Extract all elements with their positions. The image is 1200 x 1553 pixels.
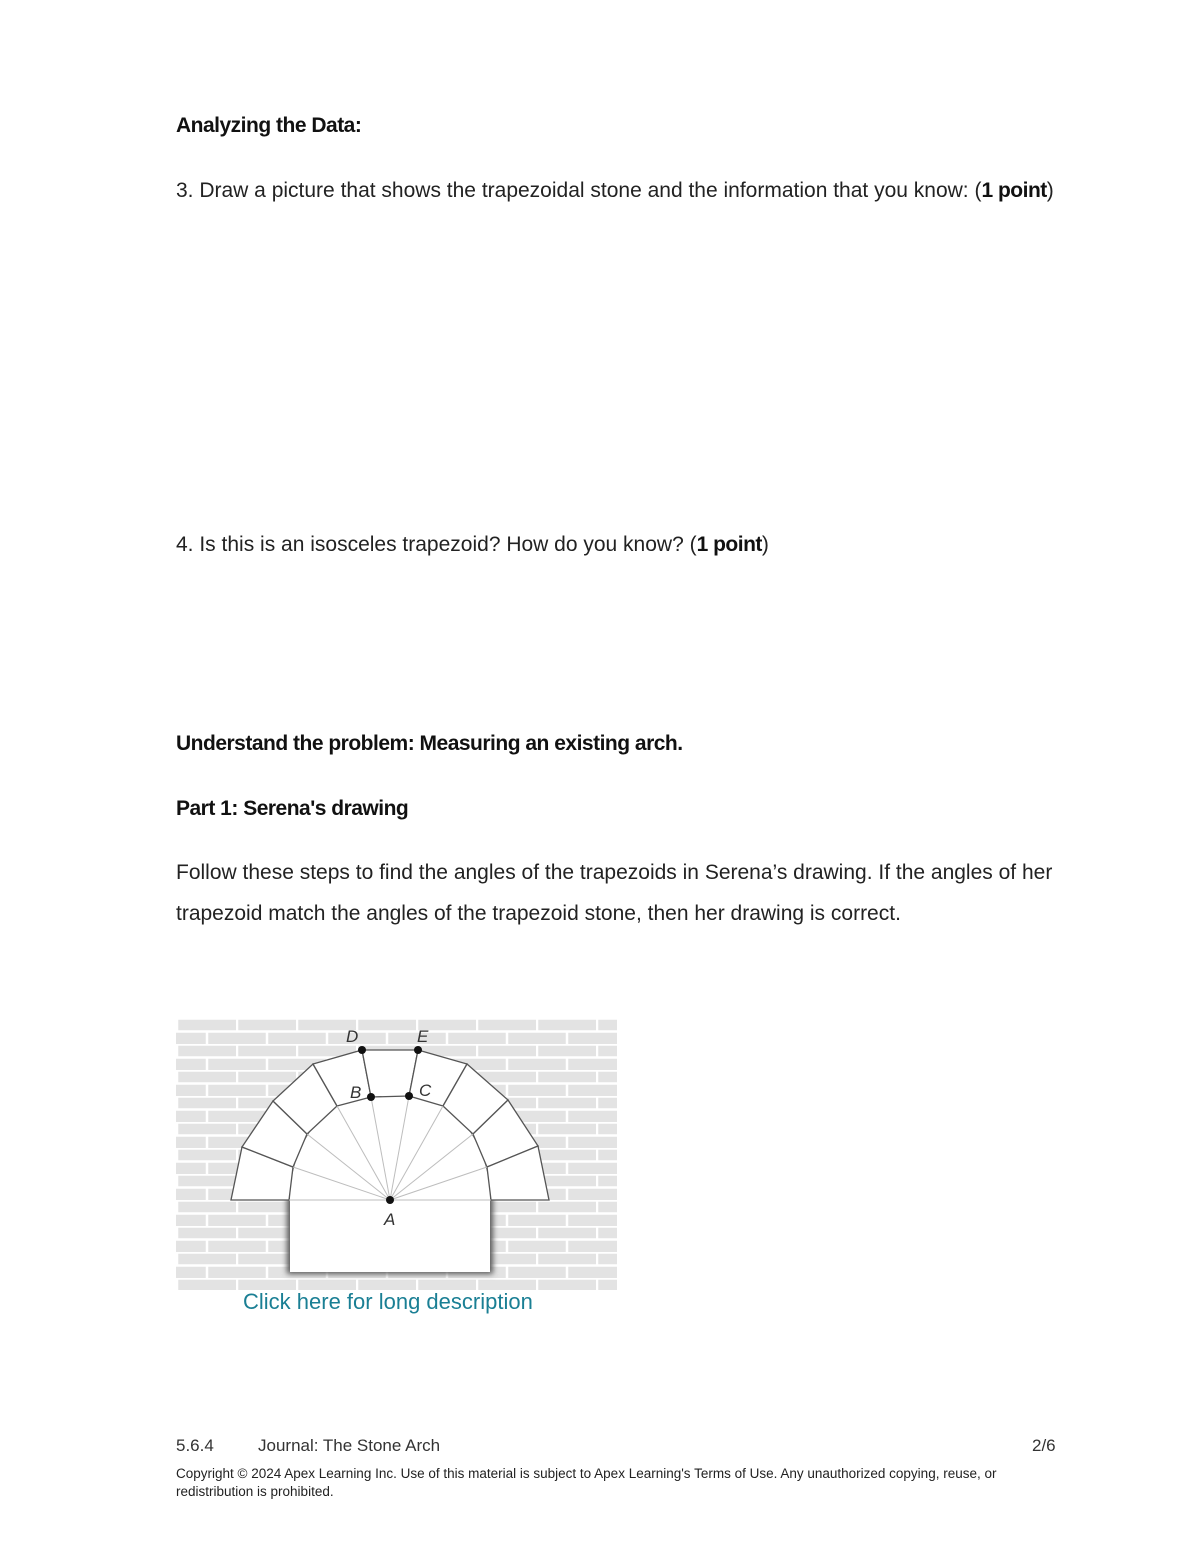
point-E	[414, 1046, 422, 1054]
label-C: C	[419, 1081, 432, 1100]
question-3-text: 3. Draw a picture that shows the trapezoidal stone and the information that you know: (	[176, 179, 982, 202]
section-heading-analyzing: Analyzing the Data:	[176, 114, 362, 137]
question-3	[176, 170, 1056, 211]
label-B: B	[350, 1083, 362, 1102]
instructions-paragraph: Follow these steps to find the angles of the trapezoids in Serena’s drawing. If the angles of her trapezoid match the angles of the trapezoid stone, then her drawing is correct.	[176, 861, 1053, 925]
section-heading-understand: Understand the problem: Measuring an existing arch.	[176, 732, 683, 755]
point-C	[405, 1092, 413, 1100]
point-B	[367, 1093, 375, 1101]
label-E: E	[417, 1027, 429, 1046]
footer-page-number: 2/6	[1032, 1436, 1056, 1455]
question-3-close: )	[1046, 179, 1054, 202]
footer-lesson-title: Journal: The Stone Arch	[258, 1436, 441, 1455]
stone-arch-figure	[176, 1018, 617, 1290]
footer-lesson-code: 5.6.4	[176, 1436, 214, 1455]
point-A	[386, 1196, 394, 1204]
label-A: A	[384, 1210, 396, 1229]
point-D	[358, 1046, 366, 1054]
question-4-close: )	[761, 533, 769, 556]
question-4-points: 1 point	[696, 533, 762, 556]
question-4	[176, 524, 1056, 565]
question-3-points: 1 point	[981, 179, 1047, 202]
footer-copyright: Copyright © 2024 Apex Learning Inc. Use of this material is subject to Apex Learning's Terms of Use. Any unauthorized copying, reuse, or redistribution is prohibited.	[176, 1466, 997, 1499]
label-D: D	[346, 1027, 359, 1046]
long-description-link[interactable]: Click here for long description	[243, 1289, 533, 1314]
section-heading-part1: Part 1: Serena's drawing	[176, 797, 409, 820]
question-4-text: 4. Is this is an isosceles trapezoid? How do you know? (	[176, 533, 697, 556]
